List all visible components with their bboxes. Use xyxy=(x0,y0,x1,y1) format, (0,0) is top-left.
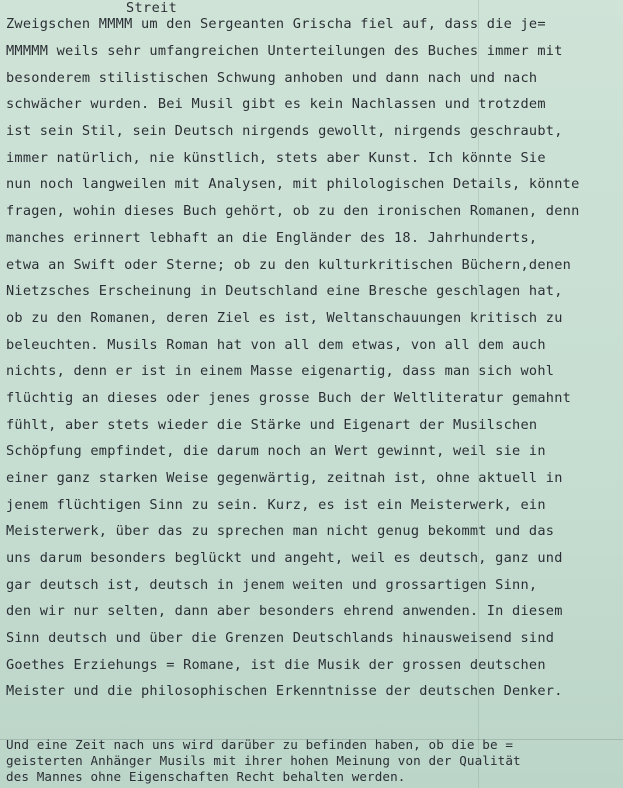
text-line-1: Zweigschen MMMM um den Sergeanten Grischa fiel auf, dass die je= xyxy=(6,16,546,32)
text-line-20: Meisterwerk, über das zu sprechen man nicht genug bekommt und das xyxy=(6,523,555,539)
text-line-11: Nietzsches Erscheinung in Deutschland eine Bresche geschlagen hat, xyxy=(6,283,563,299)
text-line-14: nichts, denn er ist in einem Masse eigenartig, dass man sich wohl xyxy=(6,363,555,379)
text-line-3: besonderem stilistischen Schwung anhoben und dann nach und nach xyxy=(6,70,538,86)
text-line-5: ist sein Stil, sein Deutsch nirgends gewollt, nirgends geschraubt, xyxy=(6,123,563,139)
text-line-24: Sinn deutsch und über die Grenzen Deutschlands hinausweisend sind xyxy=(6,630,555,646)
text-line-19: jenem flüchtigen Sinn zu sein. Kurz, es ist ein Meisterwerk, ein xyxy=(6,497,546,513)
text-line-22: gar deutsch ist, deutsch in jenem weiten und grossartigen Sinn, xyxy=(6,577,538,593)
text-line-21: uns darum besonders beglückt und angeht, weil es deutsch, ganz und xyxy=(6,550,563,566)
text-line-6: immer natürlich, nie künstlich, stets aber Kunst. Ich könnte Sie xyxy=(6,150,546,166)
text-line-17: Schöpfung empfindet, die darum noch an Wert gewinnt, weil sie in xyxy=(6,443,546,459)
footer-line-3: des Mannes ohne Eigenschaften Recht behalten werden. xyxy=(6,769,406,784)
text-line-8: fragen, wohin dieses Buch gehört, ob zu den ironischen Romanen, denn xyxy=(6,203,580,219)
text-line-15: flüchtig an dieses oder jenes grosse Buch der Weltliteratur gemahnt xyxy=(6,390,572,406)
text-line-7: nun noch langweilen mit Analysen, mit philologischen Details, könnte xyxy=(6,176,580,192)
footer-line-1: Und eine Zeit nach uns wird darüber zu befinden haben, ob die be = xyxy=(6,737,514,752)
text-line-26: Meister und die philosophischen Erkenntnisse der deutschen Denker. xyxy=(6,683,563,699)
footer-line-2: geisterten Anhänger Musils mit ihrer hohen Meinung von der Qualität xyxy=(6,753,521,768)
text-line-2: MMMMM weils sehr umfangreichen Unterteilungen des Buches immer mit xyxy=(6,43,563,59)
handwritten-insertion: Streit xyxy=(126,0,178,16)
text-line-25: Goethes Erziehungs = Romane, ist die Musik der grossen deutschen xyxy=(6,657,546,673)
text-line-23: den wir nur selten, dann aber besonders ehrend anwenden. In diesem xyxy=(6,603,563,619)
text-line-18: einer ganz starken Weise gegenwärtig, zeitnah ist, ohne aktuell in xyxy=(6,470,563,486)
text-line-10: etwa an Swift oder Sterne; ob zu den kulturkritischen Büchern,denen xyxy=(6,257,572,273)
text-line-9: manches erinnert lebhaft an die Engländer des 18. Jahrhunderts, xyxy=(6,230,538,246)
text-line-12: ob zu den Romanen, deren Ziel es ist, Weltanschauungen kritisch zu xyxy=(6,310,563,326)
text-line-16: fühlt, aber stets wieder die Stärke und Eigenart der Musilschen xyxy=(6,417,538,433)
text-line-4: schwächer wurden. Bei Musil gibt es kein Nachlassen und trotzdem xyxy=(6,96,546,112)
text-line-13: beleuchten. Musils Roman hat von all dem etwas, von all dem auch xyxy=(6,337,546,353)
